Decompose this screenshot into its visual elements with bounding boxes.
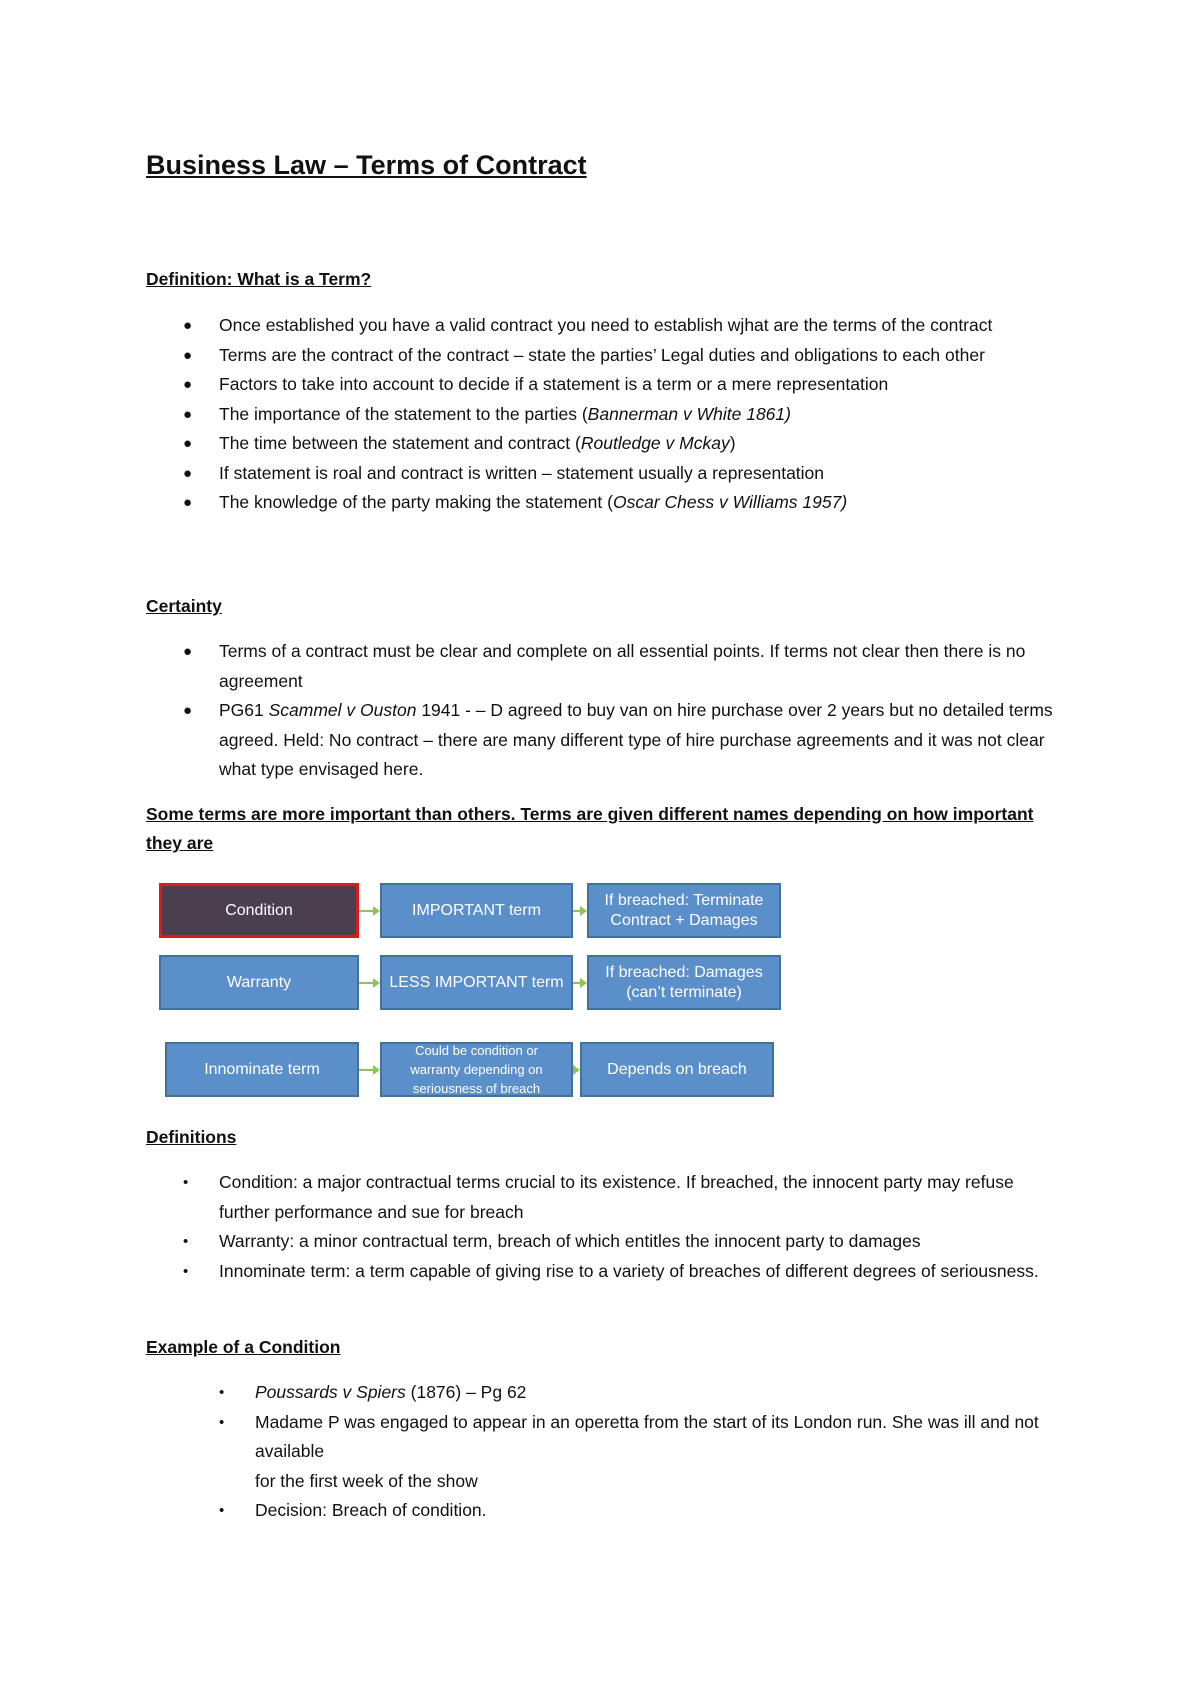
continuation-line: for the first week of the show xyxy=(255,1470,478,1491)
important-term-box: IMPORTANT term xyxy=(380,883,573,938)
bullet-icon: • xyxy=(219,1502,225,1519)
list-item: ● PG61 Scammel v Ouston 1941 - – D agreed to buy van on hire purchase over 2 years but no detailed terms agreed. Held: No contract – there are many different type of hire purchase agreements and it was not clear what type envisaged here. xyxy=(219,696,1059,785)
warranty-effect-box: If breached: Damages (can’t terminate) xyxy=(587,955,781,1010)
certainty-heading: Certainty xyxy=(146,596,222,616)
list-item: • Warranty: a minor contractual term, breach of which entitles the innocent party to damages xyxy=(219,1227,1059,1257)
case-citation: Routledge v Mckay xyxy=(580,433,730,453)
condition-effect-box: If breached: Terminate Contract + Damages xyxy=(587,883,781,938)
list-item: • Innominate term: a term capable of giving rise to a variety of breaches of different degrees of seriousness. xyxy=(219,1257,1059,1287)
arrow-icon xyxy=(359,982,378,984)
list-item: ● Terms of a contract must be clear and complete on all essential points. If terms not clear then there is no agreement xyxy=(219,637,1059,696)
definition-list xyxy=(183,311,1059,518)
definitions-heading: Definitions xyxy=(146,1127,237,1147)
list-item: • Madame P was engaged to appear in an operetta from the start of its London run. She was ill and not available for the first week of the show xyxy=(255,1408,1065,1497)
arrow-icon xyxy=(573,1069,578,1071)
innominate-term-box: Innominate term xyxy=(165,1042,359,1097)
innominate-importance-box: Could be condition or warranty depending on seriousness of breach xyxy=(380,1042,573,1097)
list-item: ● Once established you have a valid contract you need to establish wjhat are the terms of the contract xyxy=(219,311,1059,341)
less-important-term-box: LESS IMPORTANT term xyxy=(380,955,573,1010)
certainty-list xyxy=(183,637,1059,785)
bullet-icon: ● xyxy=(183,405,193,423)
definition-heading: Definition: What is a Term? xyxy=(146,269,372,289)
bullet-icon: • xyxy=(183,1174,189,1191)
page-title: Business Law – Terms of Contract xyxy=(146,150,587,180)
list-item: ● The importance of the statement to the parties (Bannerman v White 1861) xyxy=(219,400,1059,430)
arrow-icon xyxy=(573,910,585,912)
case-citation: Bannerman v White 1861) xyxy=(587,403,791,424)
list-item: ● The knowledge of the party making the statement (Oscar Chess v Williams 1957) xyxy=(219,488,1059,518)
list-item: • Poussards v Spiers (1876) – Pg 62 xyxy=(255,1378,1065,1408)
bullet-icon: ● xyxy=(183,435,193,452)
definitions-list xyxy=(183,1168,1059,1286)
bullet-icon: • xyxy=(219,1413,225,1431)
list-item: • Condition: a major contractual terms crucial to its existence. If breached, the innocent party may refuse further performance and sue for breach xyxy=(219,1168,1059,1227)
bullet-icon: ● xyxy=(183,702,193,719)
condition-box: Condition xyxy=(159,883,359,938)
bullet-icon: ● xyxy=(183,376,193,393)
case-citation: Oscar Chess v Williams 1957) xyxy=(612,492,848,512)
importance-heading: Some terms are more important than others. Terms are given different names depending on how important they are xyxy=(146,804,1034,853)
innominate-effect-box: Depends on breach xyxy=(580,1042,774,1097)
list-item: ● The time between the statement and contract (Routledge v Mckay) xyxy=(219,429,1059,459)
bullet-icon: • xyxy=(183,1233,189,1250)
bullet-icon: ● xyxy=(183,494,193,511)
bullet-icon: ● xyxy=(183,317,193,334)
bullet-icon: ● xyxy=(183,346,193,364)
example-list xyxy=(219,1378,1065,1526)
arrow-icon xyxy=(573,982,585,984)
example-heading: Example of a Condition xyxy=(146,1337,341,1357)
case-citation: Scammel v Ouston xyxy=(268,700,417,720)
list-item: ● Terms are the contract of the contract – state the parties’ Legal duties and obligations to each other xyxy=(219,341,1059,371)
list-item: ● Factors to take into account to decide if a statement is a term or a mere representation xyxy=(219,370,1059,400)
list-item: ● If statement is roal and contract is written – statement usually a representation xyxy=(219,459,1059,489)
case-citation: Poussards v Spiers xyxy=(255,1382,406,1402)
arrow-icon xyxy=(359,910,378,912)
bullet-icon: • xyxy=(183,1262,189,1280)
warranty-box: Warranty xyxy=(159,955,359,1010)
bullet-icon: ● xyxy=(183,643,193,660)
arrow-icon xyxy=(359,1069,378,1071)
bullet-icon: ● xyxy=(183,464,193,482)
list-item: • Decision: Breach of condition. xyxy=(255,1496,1065,1526)
bullet-icon: • xyxy=(219,1384,225,1401)
